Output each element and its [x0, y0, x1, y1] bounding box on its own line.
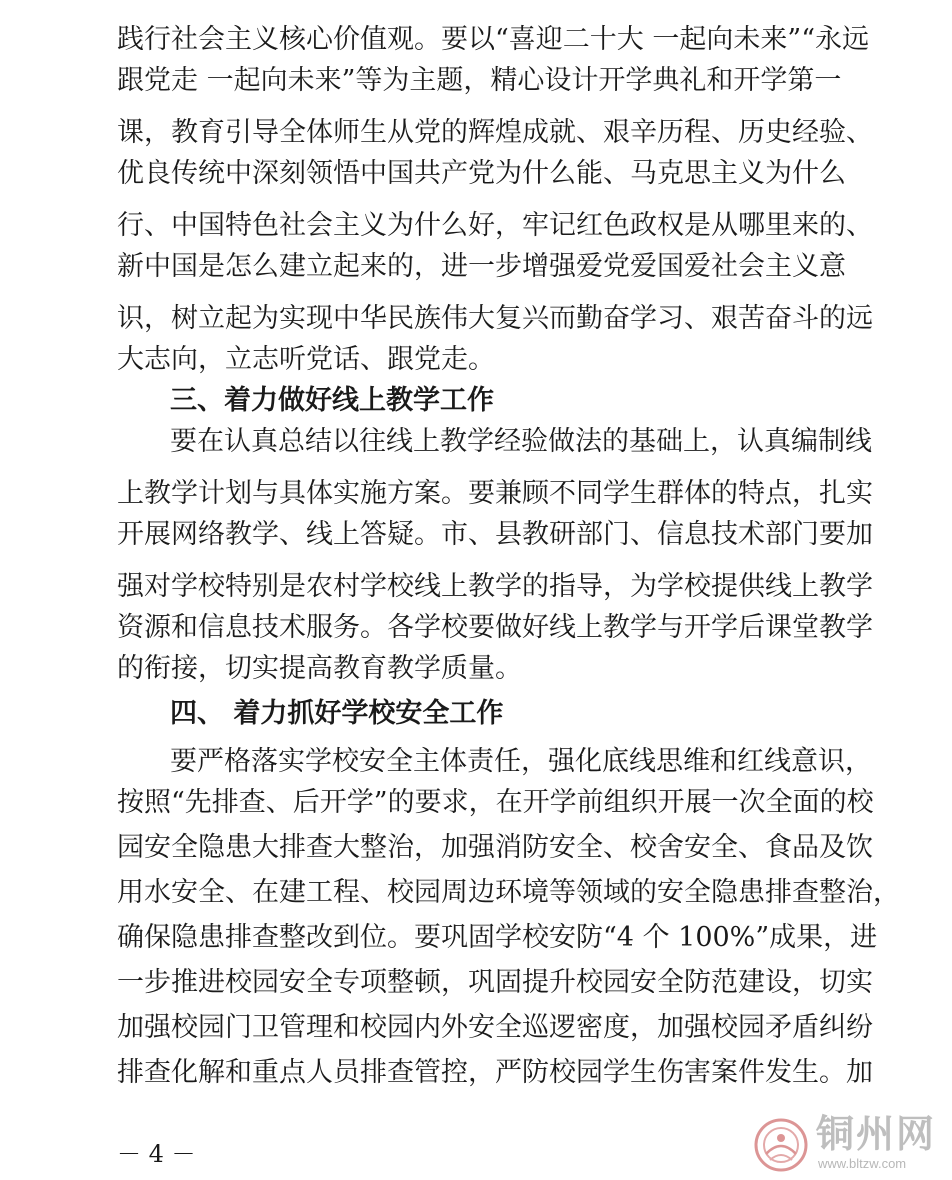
text-line	[0, 148, 952, 200]
text-line-content: 用水安全、在建工程、校园周边环境等领域的安全隐患排查整治，	[117, 877, 900, 908]
text-line-content: 一步推进校园安全专项整顿，巩固提升校园安全防范建设，切实	[117, 967, 873, 998]
watermark-url: www.bltzw.com	[818, 1156, 907, 1171]
text-line-content: 要在认真总结以往线上教学经验做法的基础上，认真编制线	[170, 426, 872, 457]
text-line-content: 排查化解和重点人员排查管控，严防校园学生伤害案件发生。加	[117, 1057, 873, 1088]
text-line-content: 上教学计划与具体实施方案。要兼顾不同学生群体的特点，扎实	[117, 478, 873, 509]
watermark-logo-icon	[752, 1116, 810, 1174]
text-line-content: 强对学校特别是农村学校线上教学的指导，为学校提供线上教学	[117, 571, 873, 602]
site-watermark	[752, 1112, 948, 1176]
text-line-content: 新中国是怎么建立起来的，进一步增强爱党爱国爱社会主义意	[117, 251, 846, 282]
text-line	[0, 1047, 952, 1099]
text-line-content: 开展网络教学、线上答疑。市、县教研部门、信息技术部门要加	[117, 519, 873, 550]
text-line-content: 加强校园门卫管理和校园内外安全巡逻密度，加强校园矛盾纠纷	[117, 1012, 873, 1043]
watermark-name: 铜州网	[816, 1111, 937, 1156]
text-line-content: 的衔接，切实提高教育教学质量。	[117, 653, 522, 684]
text-line-content: 跟党走 一起向未来”等为主题，精心设计开学典礼和开学第一	[117, 65, 842, 96]
section-heading-text: 四、 着力抓好学校安全工作	[170, 698, 504, 729]
text-line	[0, 416, 952, 468]
text-line-content: 按照“先排查、后开学”的要求，在开学前组织开展一次全面的校	[117, 787, 874, 818]
text-line	[0, 55, 952, 107]
text-line	[0, 241, 952, 293]
text-line-content: 确保隐患排查整改到位。要巩固学校安防“4 个 100%”成果，进	[117, 922, 878, 953]
text-line-content: 大志向，立志听党话、跟党走。	[117, 344, 495, 375]
text-line-content: 行、中国特色社会主义为什么好，牢记红色政权是从哪里来的、	[117, 210, 873, 241]
text-line-content: 园安全隐患大排查大整治，加强消防安全、校舍安全、食品及饮	[117, 832, 873, 863]
section-heading-text: 三、着力做好线上教学工作	[170, 385, 494, 416]
text-line-content: 识，树立起为实现中华民族伟大复兴而勤奋学习、艰苦奋斗的远	[117, 303, 873, 334]
section-heading-4	[0, 688, 952, 740]
text-line-content: 课，教育引导全体师生从党的辉煌成就、艰辛历程、历史经验、	[117, 117, 873, 148]
text-line-content: 要严格落实学校安全主体责任，强化底线思维和红线意识，	[170, 746, 872, 777]
page-number: － 4 －	[117, 1140, 196, 1168]
text-line	[0, 509, 952, 561]
text-line-content: 践行社会主义核心价值观。要以“喜迎二十大 一起向未来”“永远	[117, 24, 869, 55]
text-line-content: 资源和信息技术服务。各学校要做好线上教学与开学后课堂教学	[117, 612, 873, 643]
text-line-content: 优良传统中深刻领悟中国共产党为什么能、马克思主义为什么	[117, 158, 846, 189]
